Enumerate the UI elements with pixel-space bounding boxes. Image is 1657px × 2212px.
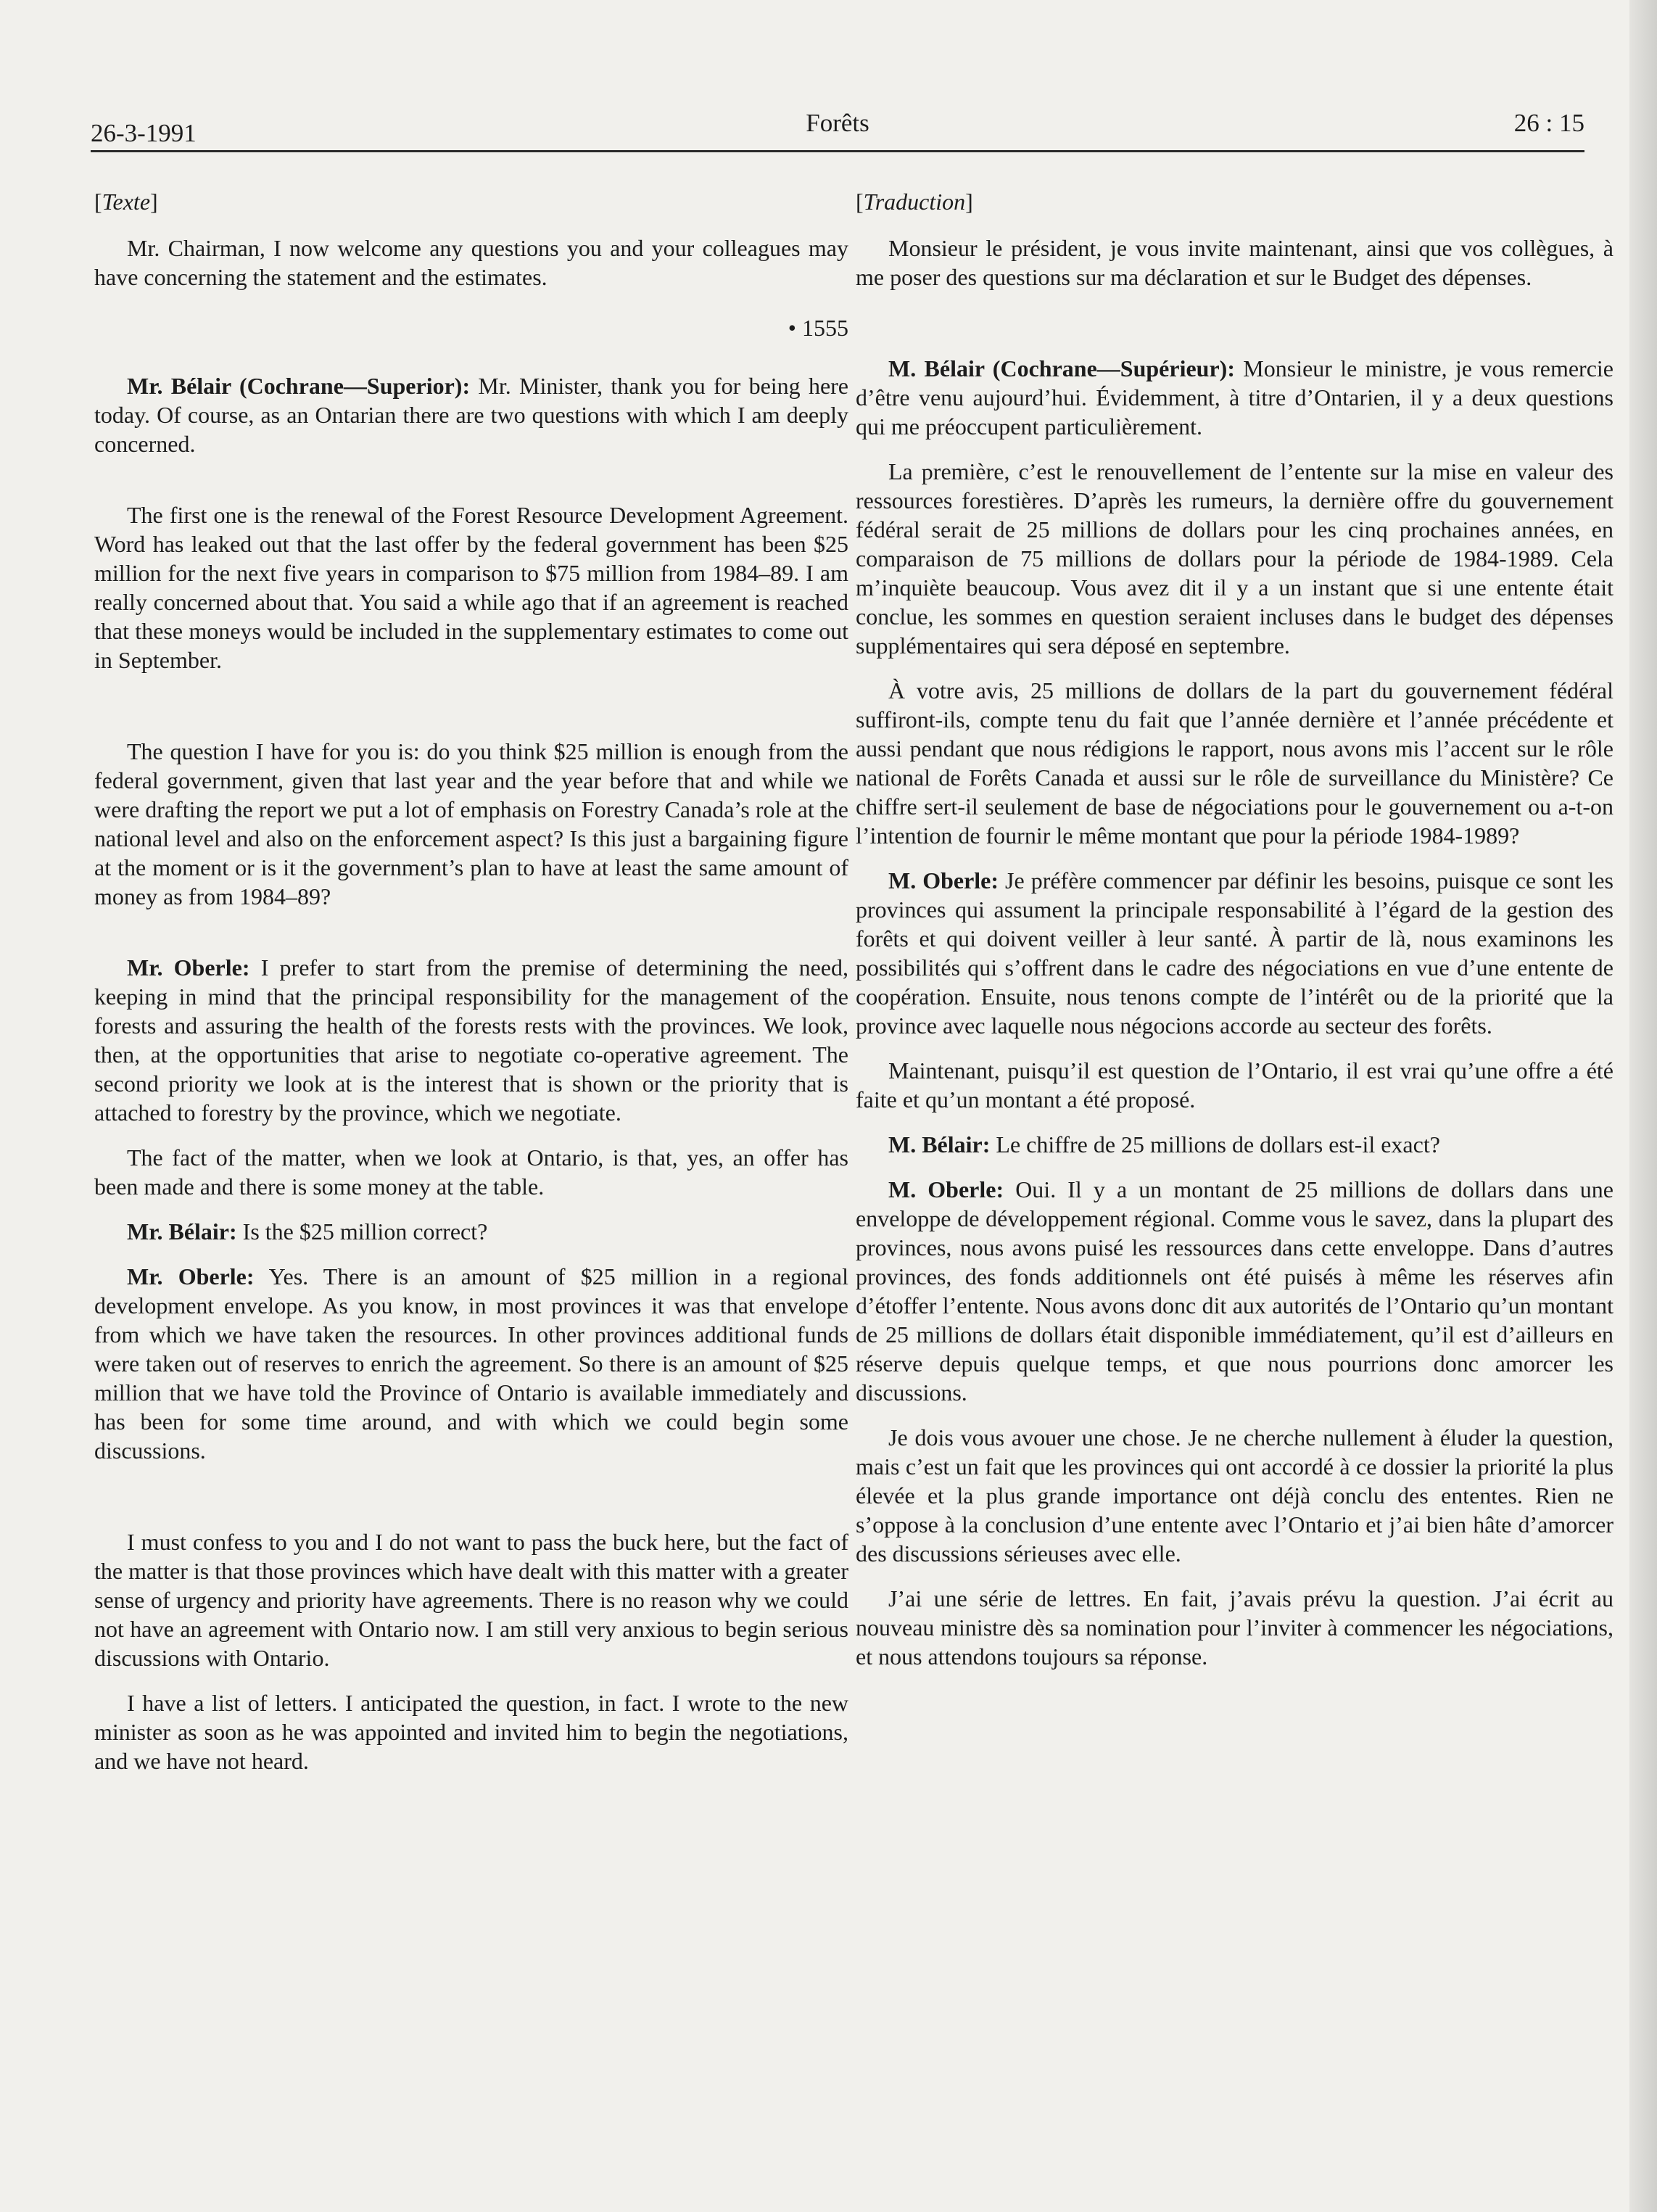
paragraph: Maintenant, puisqu’il est question de l’Ontario, il est vrai qu’une offre a été faite et qu’un montant a été proposé. xyxy=(856,1057,1613,1113)
speech-paragraph xyxy=(856,354,1613,441)
paragraph: The question I have for you is: do you think $25 million is enough from the federal government, given that last year and the year before that and while we were drafting the report we put a lot of emphasis on Forestry Canada’s role at the national level and also on the enforcement aspect? Is this just a bargaining figure at the moment or is it the government’s plan to have at least the same amount of money as from 1984–89? xyxy=(94,738,848,909)
section-tag: [Texte] xyxy=(94,189,158,215)
speaker-name: M. Bélair (Cochrane—Supérieur): xyxy=(888,355,1235,381)
header-title: Forêts xyxy=(806,109,869,137)
speaker-name: Mr. Bélair: xyxy=(127,1218,237,1245)
speaker-name: M. Oberle: xyxy=(888,867,999,894)
speech-paragraph xyxy=(94,1262,848,1465)
speech-text: Le chiffre de 25 millions de dollars est-il exact? xyxy=(990,1131,1440,1157)
header-date: 26-3-1991 xyxy=(91,119,197,147)
paragraph: Je dois vous avouer une chose. Je ne cherche nullement à éluder la question, mais c’est un fait que les provinces qui ont accordé à ce dossier la priorité la plus élevée et la plus grande importance ont déjà conclu des ententes. Rien ne s’oppose à la conclusion d’une entente avec l’Ontario et j’ai bien hâte d’amorcer des discussions sérieuses avec elle. xyxy=(856,1424,1613,1567)
speech-text: Monsieur le ministre, je vous remercie d’être venu aujourd’hui. Évidemment, à titre d’Ontarien, il y a deux questions qui me préoccupent particulièrement. xyxy=(856,355,1614,439)
speaker-name: Mr. Oberle: xyxy=(127,954,250,981)
timestamp: • 1555 xyxy=(788,315,848,341)
paragraph: Mr. Chairman, I now welcome any questions you and your colleagues may have concerning the statement and the estimates. xyxy=(94,235,848,290)
speech-paragraph xyxy=(94,1217,848,1246)
speech-text: Oui. Il y a un montant de 25 millions de dollars dans une enveloppe de développement régional. Comme vous le savez, dans la plupart des provinces, nous avons puisé les ressources dans cette enveloppe. Dans d’autres provinces, des fonds additionnels ont été puisés à même les réserves afin d’étoffer l’entente. Nous avons donc dit aux autorités de l’Ontario qu’un montant de 25 millions de dollars était disponible immédiatement, qu’il est d’ailleurs en réserve depuis quelque temps, et que nous pourrions donc amorcer les discussions. xyxy=(856,1176,1614,1406)
speech-paragraph xyxy=(856,1175,1613,1407)
speech-paragraph xyxy=(856,1130,1613,1159)
paragraph: The first one is the renewal of the Forest Resource Development Agreement. Word has leaked out that the last offer by the federal government has been $25 million for the next five years in comparison to $75 million from 1984–89. I am really concerned about that. You said a while ago that if an agreement is reached that these moneys would be included in the supplementary estimates to come out in September. xyxy=(94,502,848,673)
section-tag: [Traduction] xyxy=(856,189,973,215)
speaker-name: Mr. Oberle: xyxy=(127,1263,255,1289)
section-tag-label: Texte xyxy=(102,189,151,215)
page-edge xyxy=(1629,0,1657,2212)
header-page-number: 26 : 15 xyxy=(1513,109,1584,137)
speech-paragraph xyxy=(856,866,1613,1040)
english-column xyxy=(94,187,848,1791)
speech-text: Is the $25 million correct? xyxy=(236,1218,488,1245)
speech-text: I prefer to start from the premise of determining the need, keeping in mind that the principal responsibility for the management of the forests and assuring the health of the forests rests with the provinces. We look, then, at the opportunities that arise to negotiate co-operative agreement. The second priority we look at is the interest that is shown or the priority that is attached to forestry by the province, which we negotiate. xyxy=(94,954,849,1126)
paragraph: The fact of the matter, when we look at Ontario, is that, yes, an offer has been made and there is some money at the table. xyxy=(94,1144,848,1200)
speech-text: Je préfère commencer par définir les besoins, puisque ce sont les provinces qui assument la principale responsabilité à l’égard de la gestion des forêts et qui doivent veiller à leur santé. À partir de là, nous examinons les possibilités qui s’offrent dans le cadre des négociations en vue d’une entente de coopération. Ensuite, nous tenons compte de l’intérêt ou de la priorité que la province avec laquelle nous négocions accorde au secteur des forêts. xyxy=(856,867,1614,1039)
speech-text: Mr. Minister, thank you for being here today. Of course, as an Ontarian there are two questions with which I am deeply concerned. xyxy=(94,373,849,457)
paragraph: La première, c’est le renouvellement de l’entente sur la mise en valeur des ressources forestières. D’après les rumeurs, la dernière offre du gouvernement fédéral serait de 25 millions de dollars pour les cinq prochaines années, en comparaison de 75 millions de dollars pour la période de 1984-1989. Cela m’inquiète beaucoup. Vous avez dit il y a un instant que si une entente était conclue, les sommes en question seraient incluses dans le budget des dépenses supplémentaires qui sera déposé en septembre. xyxy=(856,458,1613,659)
section-tag-label: Traduction xyxy=(863,189,966,215)
speech-paragraph xyxy=(94,371,848,458)
header-rule xyxy=(91,150,1584,152)
speaker-name: Mr. Bélair (Cochrane—Superior): xyxy=(127,373,471,399)
paragraph: I must confess to you and I do not want to pass the buck here, but the fact of the matter is that those provinces which have dealt with this matter with a greater sense of urgency and priority have agreements. There is no reason why we could not have an agreement with Ontario now. I am still very anxious to begin serious discussions with Ontario. xyxy=(94,1529,848,1671)
paragraph: I have a list of letters. I anticipated the question, in fact. I wrote to the new minister as soon as he was appointed and invited him to begin the negotiations, and we have not heard. xyxy=(94,1690,848,1774)
speaker-name: M. Oberle: xyxy=(888,1176,1004,1202)
french-column xyxy=(856,187,1613,1687)
paragraph: À votre avis, 25 millions de dollars de la part du gouvernement fédéral suffiront-ils, compte tenu du fait que l’année dernière et l’année précédente et aussi pendant que nous rédigions le rapport, nous avons mis l’accent sur le rôle national de Forêts Canada et aussi sur le rôle de surveillance du Ministère? Ce chiffre sert-il seulement de base de négociations pour le gouvernement ou a-t-on l’intention de fournir le même montant que pour la période 1984-1989? xyxy=(856,677,1613,849)
speech-paragraph xyxy=(94,953,848,1127)
paragraph: Monsieur le président, je vous invite maintenant, ainsi que vos collègues, à me poser des questions sur ma déclaration et sur le Budget des dépenses. xyxy=(856,235,1613,290)
speaker-name: M. Bélair: xyxy=(888,1131,991,1157)
speech-text: Yes. There is an amount of $25 million in a regional development envelope. As you know, in most provinces it was that envelope from which we have taken the resources. In other provinces additional funds were taken out of reserves to enrich the agreement. So there is an amount of $25 million that we have told the Province of Ontario is available immediately and has been for some time around, and with which we could begin some discussions. xyxy=(94,1263,849,1464)
paragraph: J’ai une série de lettres. En fait, j’avais prévu la question. J’ai écrit au nouveau ministre dès sa nomination pour l’inviter à commencer les négociations, et nous attendons toujours sa réponse. xyxy=(856,1585,1613,1670)
